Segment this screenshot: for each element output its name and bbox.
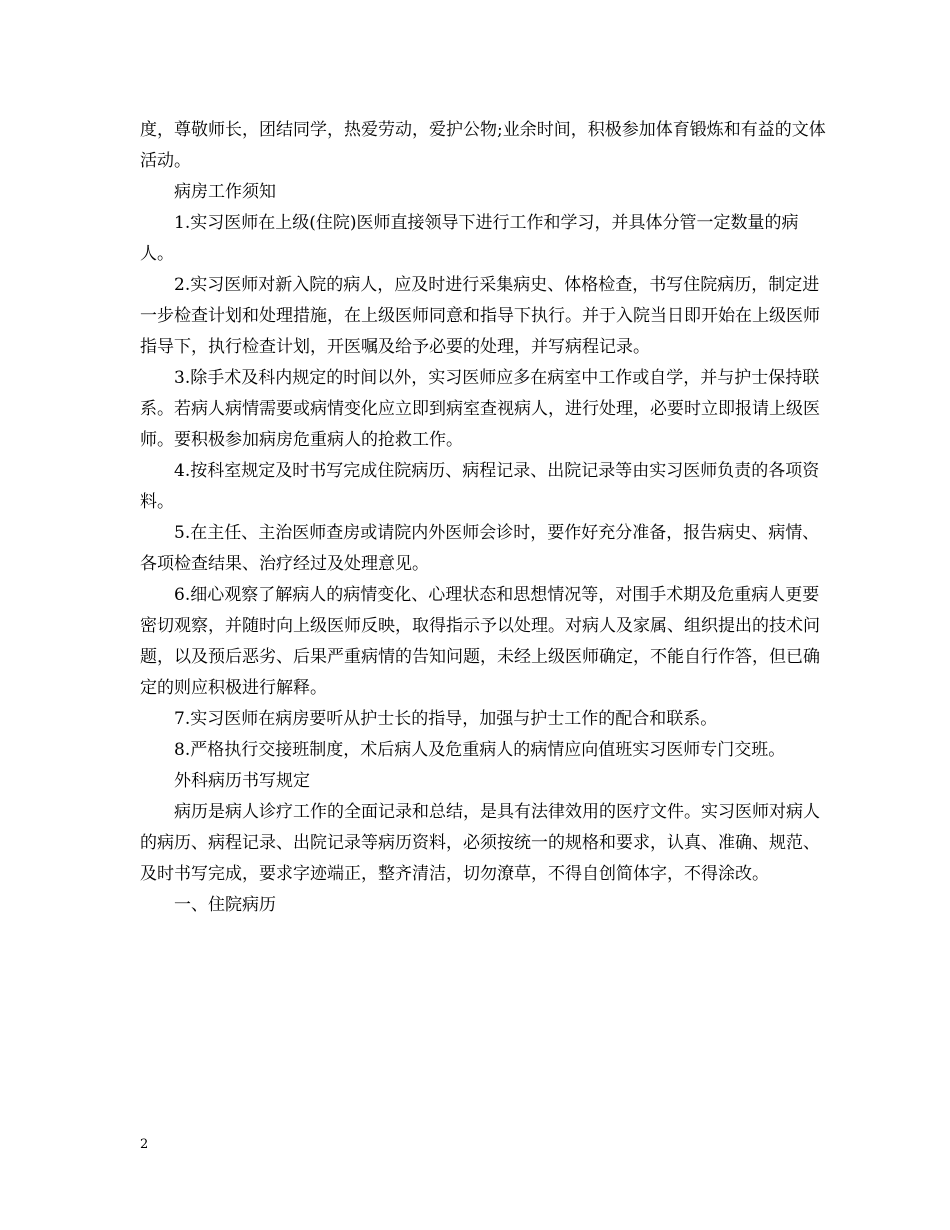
paragraph-rule-5: 5.在主任、主治医师查房或请院内外医师会诊时，要作好充分准备，报告病史、病情、各项检查结果、治疗经过及处理意见。 (140, 523, 820, 574)
paragraph-rule-7: 7.实习医师在病房要听从护士长的指导，加强与护士工作的配合和联系。 (174, 709, 718, 729)
body-text (140, 115, 830, 921)
paragraph-rule-6: 6.细心观察了解病人的病情变化、心理状态和思想情况等，对围手术期及危重病人更要密切观察，并随时向上级医师反映，取得指示予以处理。对病人及家属、组织提出的技术问题，以及预后恶劣、后果严重病情的告知问题，未经上级医师确定，不能自行作答，但已确定的则应积极进行解释。 (140, 585, 820, 698)
paragraph-rule-1: 1.实习医师在上级(住院)医师直接领导下进行工作和学习，并具体分管一定数量的病人。 (140, 213, 799, 264)
paragraph-records-intro: 病历是病人诊疗工作的全面记录和总结，是具有法律效用的医疗文件。实习医师对病人的病历、病程记录、出院记录等病历资料，必须按统一的规格和要求，认真、准确、规范、及时书写完成，要求字迹端正，整齐清洁，切勿潦草，不得自创简体字，不得涂改。 (140, 802, 820, 884)
section-heading-surgical-records: 外科病历书写规定 (174, 771, 310, 791)
paragraph-rule-4: 4.按科室规定及时书写完成住院病历、病程记录、出院记录等由实习医师负责的各项资料。 (140, 461, 820, 512)
paragraph-rule-3: 3.除手术及科内规定的时间以外，实习医师应多在病室中工作或自学，并与护士保持联系。若病人病情需要或病情变化应立即到病室查视病人，进行处理，必要时立即报请上级医师。要积极参加病房危重病人的抢救工作。 (140, 368, 820, 450)
paragraph-continuation: 度，尊敬师长，团结同学，热爱劳动，爱护公物;业余时间，积极参加体育锻炼和有益的文体活动。 (140, 120, 826, 171)
page-number: 2 (140, 1137, 149, 1152)
paragraph-rule-2: 2.实习医师对新入院的病人，应及时进行采集病史、体格检查，书写住院病历，制定进一步检查计划和处理措施，在上级医师同意和指导下执行。并于入院当日即开始在上级医师指导下，执行检查计划，开医嘱及给予必要的处理，并写病程记录。 (140, 275, 820, 357)
subsection-heading-inpatient-record: 一、住院病历 (174, 895, 276, 915)
section-heading-ward-rules: 病房工作须知 (174, 182, 276, 202)
paragraph-rule-8: 8.严格执行交接班制度，术后病人及危重病人的病情应向值班实习医师专门交班。 (174, 740, 786, 760)
